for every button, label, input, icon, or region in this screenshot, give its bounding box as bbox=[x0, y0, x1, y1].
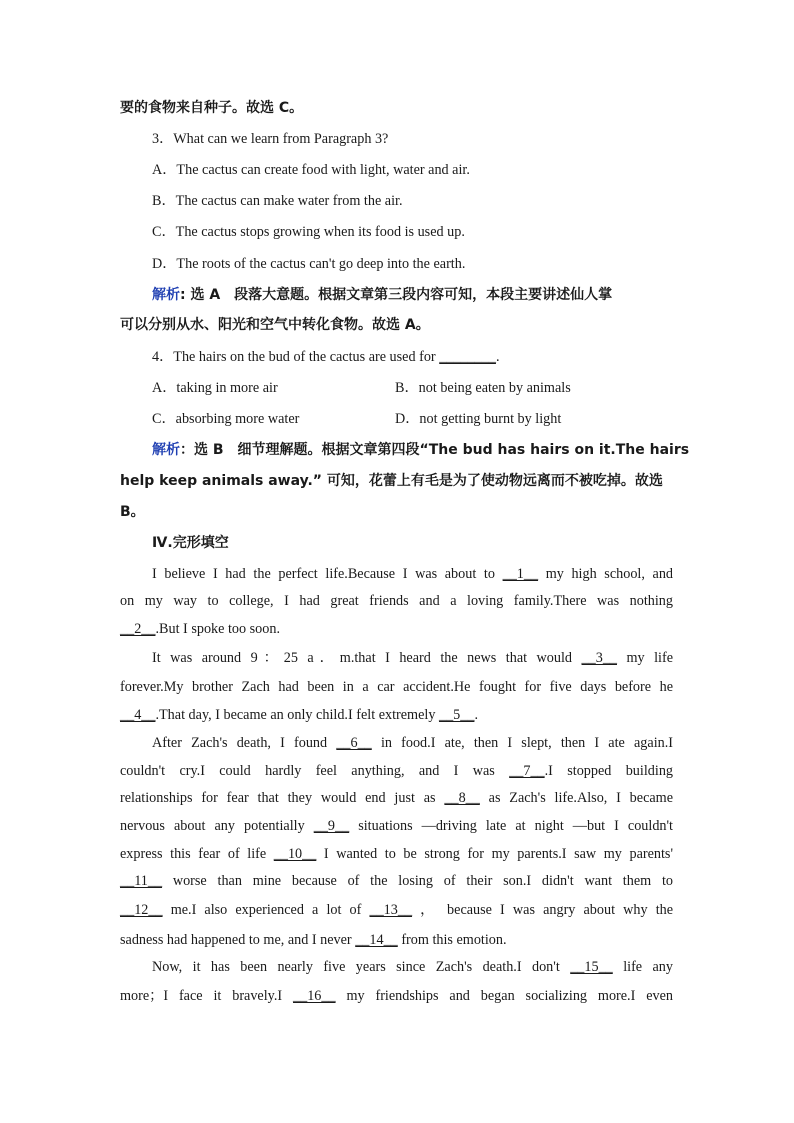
passage-line bbox=[120, 620, 280, 638]
blank-4: __4__ bbox=[120, 707, 156, 723]
passage-text: I wanted to be strong for my parents.I saw my parents' bbox=[323, 846, 674, 862]
blank-12: __12__ bbox=[120, 902, 163, 918]
blank-15: __15__ bbox=[570, 959, 613, 975]
q4-option-b: B．not being eaten by animals bbox=[395, 380, 571, 396]
q3-analysis-line-2: 可以分别从水、阳光和空气中转化食物。故选 A。 bbox=[120, 317, 430, 333]
q4-stem bbox=[152, 348, 500, 366]
blank-2: __2__ bbox=[120, 621, 156, 637]
passage-text: situations —driving late at night —but I couldn't bbox=[358, 818, 674, 834]
blank-8: __8__ bbox=[444, 790, 480, 806]
passage-line bbox=[120, 762, 673, 780]
q3-option-d: D．The roots of the cactus can't go deep into the earth. bbox=[152, 256, 466, 272]
passage-text: .But I spoke too soon. bbox=[155, 621, 281, 637]
q3-option-a: A．The cactus can create food with light, water and air. bbox=[152, 162, 470, 178]
q4-option-a: A．taking in more air bbox=[152, 380, 278, 396]
passage-line bbox=[120, 817, 673, 835]
blank-9: __9__ bbox=[313, 818, 350, 834]
previous-answer: 要的食物来自种子。故选 C。 bbox=[120, 100, 304, 116]
blank-10: __10__ bbox=[273, 846, 317, 862]
passage-text: worse than mine because of the losing of their son.I didn't want them to bbox=[172, 873, 673, 889]
passage-text: ， because I was angry about why the bbox=[420, 902, 674, 918]
passage-line bbox=[120, 789, 673, 807]
q3-analysis-text: : 选 A 段落大意题。根据文章第三段内容可知，本段主要讲述仙人掌 bbox=[180, 287, 613, 303]
passage-line bbox=[152, 734, 673, 752]
passage-text: my life bbox=[626, 650, 674, 666]
q3-option-b: B．The cactus can make water from the air. bbox=[152, 193, 403, 209]
passage-line bbox=[152, 565, 673, 583]
passage-line bbox=[152, 649, 673, 667]
blank-5: __5__ bbox=[438, 707, 475, 723]
passage-text: sadness had happened to me, and I never bbox=[120, 932, 352, 948]
passage-text: Now, it has been nearly five years since Zach's death.I don't bbox=[152, 959, 560, 975]
analysis-label: 解析 bbox=[152, 287, 180, 303]
passage-text: nervous about any potentially bbox=[120, 818, 305, 834]
passage-text: .I stopped building bbox=[544, 763, 674, 779]
q3-option-c: C．The cactus stops growing when its food is used up. bbox=[152, 224, 465, 240]
passage-text: couldn't cry.I could hardly feel anything, and I was bbox=[120, 763, 495, 779]
passage-text: .That day, I became an only child.I felt extremely bbox=[155, 707, 436, 723]
q4-option-c: C．absorbing more water bbox=[152, 411, 300, 427]
q3-stem: 3．What can we learn from Paragraph 3? bbox=[152, 131, 389, 147]
blank-6: __6__ bbox=[336, 735, 372, 751]
passage-line bbox=[152, 958, 673, 976]
passage-text: more；I face it bravely.I bbox=[120, 988, 283, 1004]
q4-analysis-line-2: help keep animals away.” 可知，花蕾上有毛是为了使动物远离而不被吃掉。故选 bbox=[120, 473, 663, 489]
q4-analysis-text: ：选 B 细节理解题。根据文章第四段“The bud has hairs on it.The hairs bbox=[180, 442, 690, 458]
blank-16: __16__ bbox=[293, 988, 336, 1004]
passage-text: my friendships and began socializing more.I even bbox=[346, 988, 673, 1004]
blank-14: __14__ bbox=[355, 932, 398, 948]
q4-stem-text: 4．The hairs on the bud of the cactus are used for bbox=[152, 349, 436, 365]
passage-text: I believe I had the perfect life.Because I was about to bbox=[152, 566, 495, 582]
blank-3: __3__ bbox=[581, 650, 617, 666]
passage-text: life any bbox=[623, 959, 673, 975]
q4-stem-end: . bbox=[495, 349, 500, 365]
blank-1: __1__ bbox=[502, 566, 539, 582]
q4-option-d: D．not getting burnt by light bbox=[395, 411, 562, 427]
blank-11: __11__ bbox=[120, 873, 163, 889]
passage-line: on my way to college, I had great friends and a loving family.There was nothing bbox=[120, 593, 673, 609]
passage-line bbox=[120, 845, 673, 863]
analysis-label: 解析 bbox=[152, 442, 180, 458]
passage-line: forever.My brother Zach had been in a car accident.He fought for five days before he bbox=[120, 679, 673, 695]
passage-text: in food.I ate, then I slept, then I ate again.I bbox=[380, 735, 673, 751]
blank-7: __7__ bbox=[509, 763, 545, 779]
passage-line bbox=[120, 901, 673, 919]
passage-text: my high school, and bbox=[545, 566, 674, 582]
q4-analysis-line-3: B。 bbox=[120, 504, 145, 520]
q4-blank: ________ bbox=[439, 349, 496, 365]
passage-text: relationships for fear that they would end just as bbox=[120, 790, 436, 806]
section-title: Ⅳ.完形填空 bbox=[152, 535, 229, 551]
passage-text: me.I also experienced a lot of bbox=[170, 902, 362, 918]
q4-analysis-line-1 bbox=[152, 441, 689, 459]
passage-text: from this emotion. bbox=[401, 932, 507, 948]
q3-analysis-line-1 bbox=[152, 286, 612, 304]
passage-line bbox=[120, 872, 673, 890]
passage-text: express this fear of life bbox=[120, 846, 267, 862]
passage-text: as Zach's life.Also, I became bbox=[488, 790, 673, 806]
passage-line bbox=[120, 931, 507, 949]
passage-text: After Zach's death, I found bbox=[152, 735, 328, 751]
blank-13: __13__ bbox=[369, 902, 413, 918]
passage-line bbox=[120, 706, 478, 724]
passage-text: It was around 9：25 a．m.that I heard the news that would bbox=[152, 650, 573, 666]
passage-line bbox=[120, 987, 673, 1005]
passage-text: . bbox=[474, 707, 478, 723]
